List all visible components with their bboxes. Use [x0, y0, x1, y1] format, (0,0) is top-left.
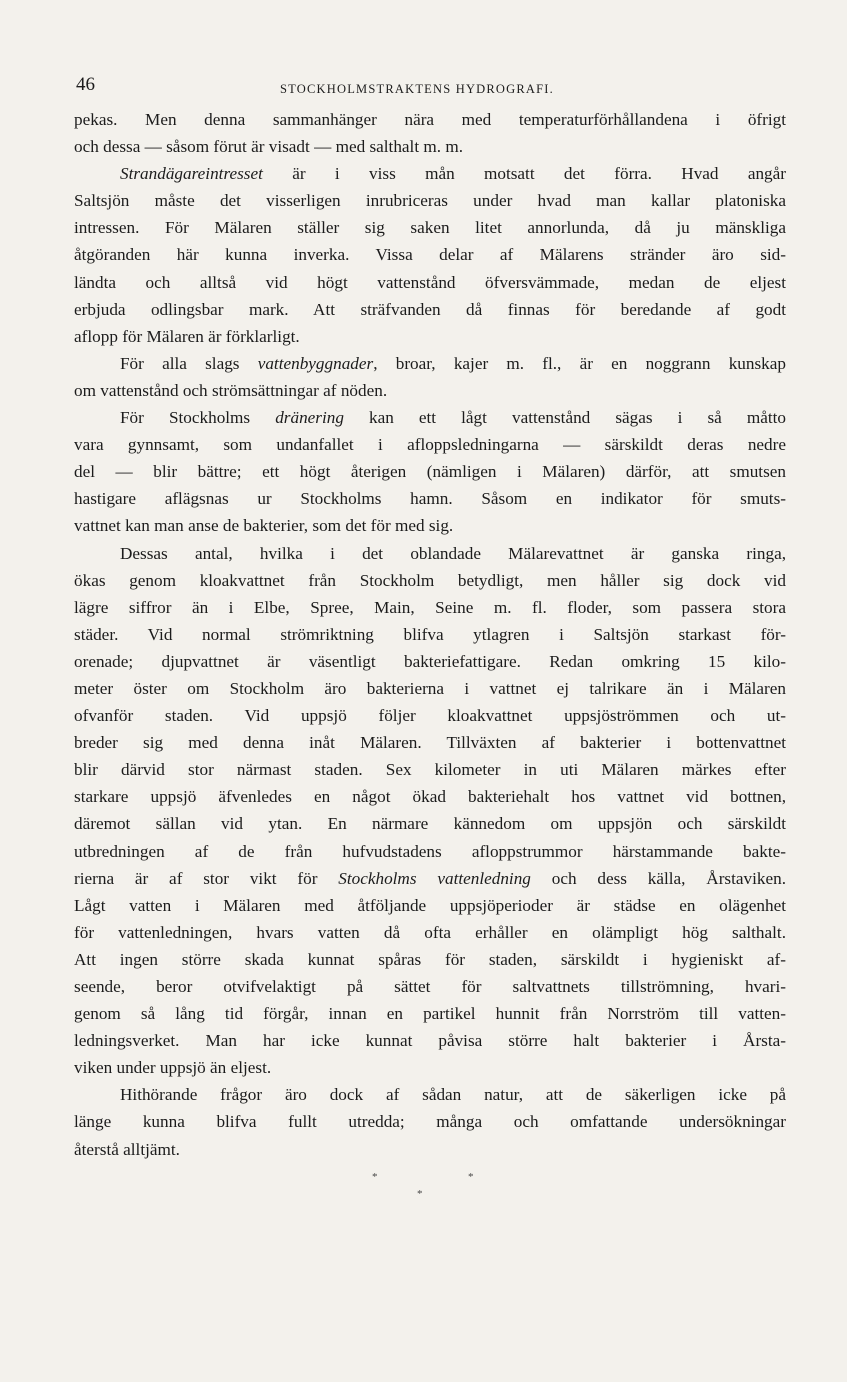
line-text: städer. Vid normal strömriktning blifva ytlagren i Saltsjön starkast för- [74, 624, 786, 644]
page-number: 46 [76, 74, 95, 95]
italic-term: dränering [275, 408, 344, 428]
page-header [74, 72, 786, 106]
line-text: breder sig med denna inåt Mälaren. Tillväxten af bakterier i bottenvattnet [74, 733, 786, 753]
line-text: meter öster om Stockholm äro bakterierna i vattnet ej talrikare än i Mälaren [74, 678, 786, 698]
text-line [74, 648, 786, 675]
text-line [74, 946, 786, 973]
text-line [74, 729, 786, 756]
text-line [74, 838, 786, 865]
italic-term: vattenbyggnader [257, 353, 374, 373]
line-text: kan ett lågt vattenstånd sägas i så måtto [343, 408, 786, 428]
text-line [74, 404, 786, 431]
line-text: länge kunna blifva fullt utredda; många och omfattande undersökningar [74, 1112, 786, 1132]
line-text: återstå alltjämt. [74, 1139, 180, 1159]
text-line [74, 241, 786, 268]
line-text: viken under uppsjö än eljest. [74, 1058, 272, 1078]
line-prefix: För alla slags [120, 353, 258, 373]
asterisk: * [372, 1170, 378, 1183]
text-line [74, 458, 786, 485]
asterisk: * [417, 1187, 423, 1200]
line-text: ökas genom kloakvattnet från Stockholm betydligt, men håller sig dock vid [74, 570, 786, 590]
line-text: seende, beror otvifvelaktigt på sättet för saltvattnets tillströmning, hvari- [74, 977, 786, 996]
text-line [74, 296, 786, 323]
text-line [74, 621, 786, 648]
line-text: lägre siffror än i Elbe, Spree, Main, Seine m. fl. floder, som passera stora [74, 597, 786, 617]
text-line [74, 973, 786, 1000]
line-text: ledningsverket. Man har icke kunnat påvisa större halt bakterier i Årsta- [74, 1031, 786, 1051]
line-text: är i viss mån motsatt det förra. Hvad angår [262, 164, 786, 184]
text-line [74, 431, 786, 458]
line-prefix: rierna är af stor vikt för [74, 868, 339, 888]
line-text: orenade; djupvattnet är väsentligt bakteriefattigare. Redan omkring 15 kilo- [74, 651, 786, 671]
line-text: Hithörande frågor äro dock af sådan natur, att de säkerligen icke på [120, 1085, 786, 1105]
text-line [74, 865, 786, 892]
text-line [74, 702, 786, 729]
line-text: pekas. Men denna sammanhänger nära med temperaturförhållandena i öfrigt [74, 110, 786, 129]
text-line [74, 1054, 786, 1081]
text-line [74, 1136, 786, 1163]
text-line [74, 350, 786, 377]
text-line [74, 1081, 786, 1108]
text-line [74, 187, 786, 214]
line-text: Lågt vatten i Mälaren med åtföljande uppsjöperioder är städse en olägenhet [74, 895, 786, 915]
line-text: starkare uppsjö äfvenledes en något ökad bakteriehalt hos vattnet vid bottnen, [74, 787, 786, 807]
text-line [74, 512, 786, 539]
line-text: intressen. För Mälaren ställer sig saken litet annorlunda, då ju mänskliga [74, 218, 786, 238]
text-line [74, 1108, 786, 1135]
body-text [74, 106, 786, 1163]
line-text: ofvanför staden. Vid uppsjö följer kloakvattnet uppsjöströmmen och ut- [74, 706, 786, 726]
text-line [74, 1000, 786, 1027]
book-page [74, 72, 786, 1211]
text-line [74, 675, 786, 702]
text-line [74, 892, 786, 919]
text-line [74, 756, 786, 783]
line-text: vattnet kan man anse de bakterier, som det för med sig. [74, 516, 454, 536]
line-text: Saltsjön måste det visserligen inrubriceras under hvad man kallar platoniska [74, 191, 786, 211]
line-text: Dessas antal, hvilka i det oblandade Mälarevattnet är ganska ringa, [120, 543, 786, 563]
text-line [74, 323, 786, 350]
text-line [74, 810, 786, 837]
line-text: utbredningen af de från hufvudstadens afloppstrummor härstammande bakte- [74, 841, 786, 861]
text-line [74, 567, 786, 594]
line-text: och dess källa, Årstaviken. [530, 868, 786, 888]
section-ornament [74, 1171, 786, 1211]
text-line [74, 377, 786, 404]
text-line [74, 540, 786, 567]
line-text: och dessa — såsom förut är visadt — med salthalt m. m. [74, 137, 464, 157]
text-line [74, 214, 786, 241]
line-text: vara gynnsamt, som undanfallet i afloppsledningarna — särskildt deras nedre [74, 435, 786, 455]
line-text: genom så lång tid förgår, innan en partikel hunnit från Norrström till vatten- [74, 1004, 786, 1024]
text-line [74, 783, 786, 810]
text-line [74, 485, 786, 512]
line-text: om vattenstånd och strömsättningar af nöden. [74, 380, 388, 400]
line-prefix: För Stockholms [120, 408, 276, 428]
line-text: däremot sällan vid ytan. En närmare kännedom om uppsjön och särskildt [74, 814, 786, 834]
text-line [74, 594, 786, 621]
line-text: ländta och alltså vid högt vattenstånd öfversvämmade, medan de eljest [74, 272, 786, 292]
line-text: hastigare aflägsnas ur Stockholms hamn. Såsom en indikator för smuts- [74, 489, 786, 509]
text-line [74, 919, 786, 946]
line-text: åtgöranden här kunna inverka. Vissa delar af Mälarens stränder äro sid- [74, 245, 786, 265]
line-text: aflopp för Mälaren är förklarligt. [74, 326, 300, 346]
line-text: för vattenledningen, hvars vatten då ofta erhåller en olämpligt hög salthalt. [74, 922, 786, 942]
italic-term: Strandägareintresset [120, 164, 263, 184]
text-line [74, 160, 786, 187]
line-text: , broar, kajer m. fl., är en noggrann kunskap [373, 353, 786, 373]
text-line [74, 269, 786, 296]
italic-term: Stockholms vattenledning [338, 868, 531, 888]
line-text: erbjuda odlingsbar mark. Att sträfvanden då finnas för beredande af godt [74, 299, 786, 319]
line-text: blir därvid stor närmast staden. Sex kilometer in uti Mälaren märkes efter [74, 760, 786, 780]
text-line [74, 1027, 786, 1054]
line-text: Att ingen större skada kunnat spåras för staden, särskildt i hygieniskt af- [74, 949, 786, 969]
running-head: STOCKHOLMSTRAKTENS HYDROGRAFI. [280, 82, 554, 96]
text-line [74, 133, 786, 160]
text-line [74, 106, 786, 133]
asterisk: * [468, 1170, 474, 1183]
line-text: del — blir bättre; ett högt återigen (nämligen i Mälaren) därför, att smutsen [74, 462, 786, 482]
